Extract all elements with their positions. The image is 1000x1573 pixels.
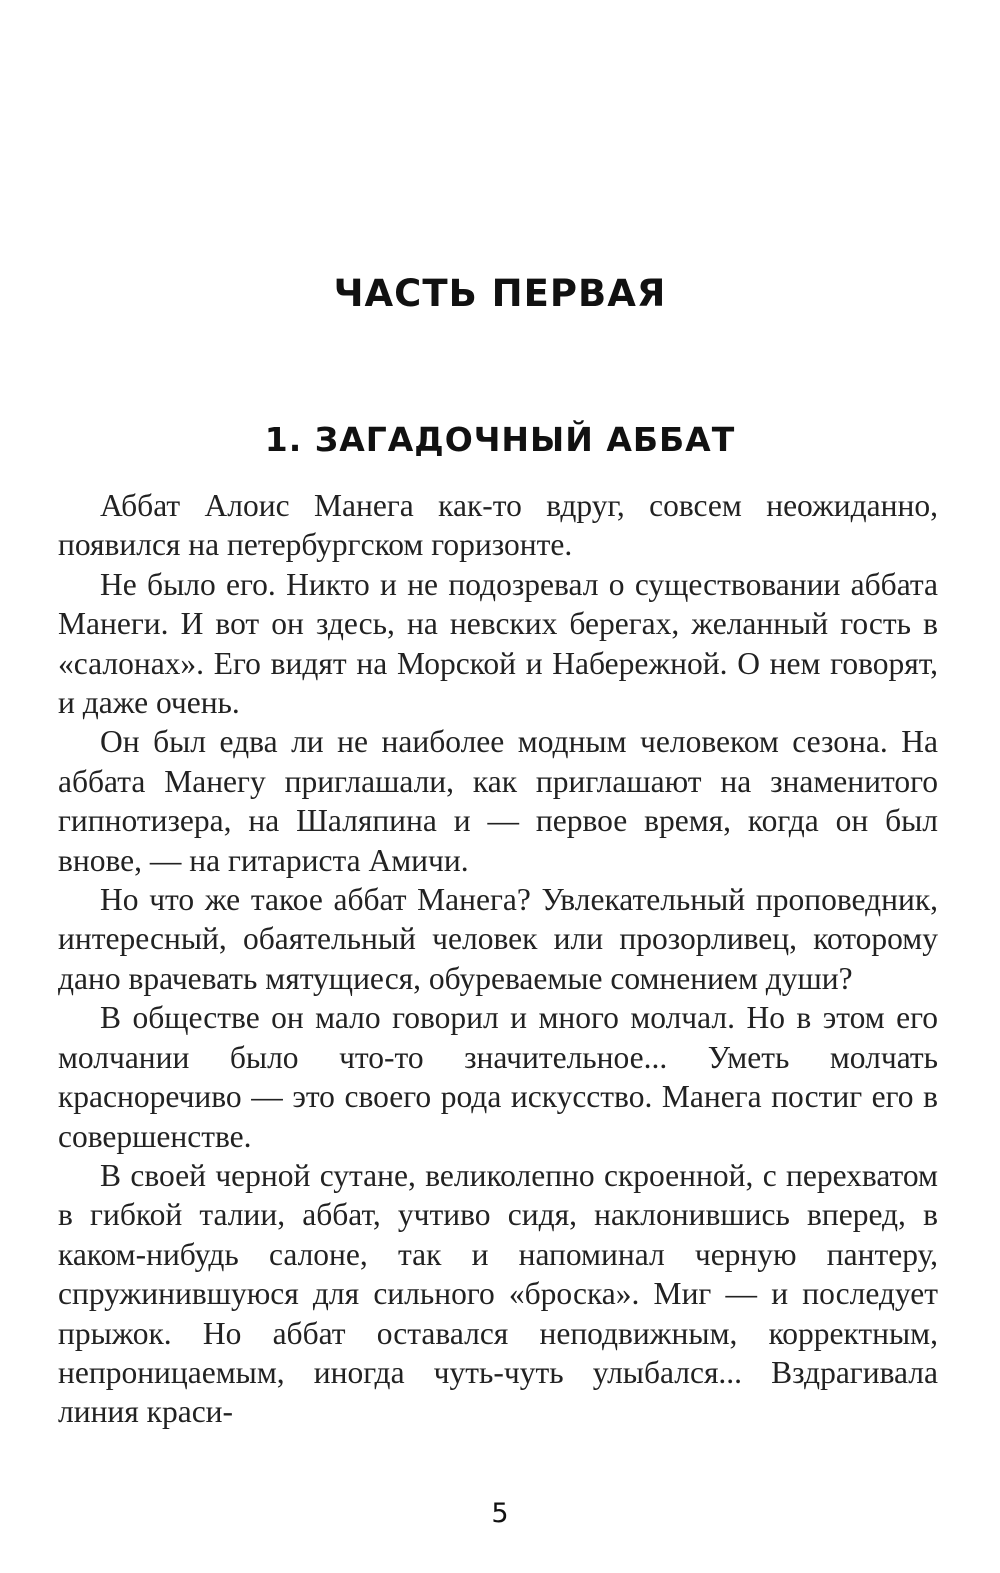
paragraph: В обществе он мало говорил и много молчал. Но в этом его молчании было что-то значительное... Уметь молчать красноречиво — это своего рода искусство. Манега постиг его в совершенстве.: [58, 1000, 938, 1154]
paragraph: Не было его. Никто и не подозревал о существовании аббата Манеги. И вот он здесь, на невских берегах, желанный гость в «салонах». Его видят на Морской и Набережной. О нем говорят, и даже очень.: [58, 566, 938, 721]
paragraph: Аббат Алоис Манега как-то вдруг, совсем неожиданно, появился на петербургском горизонте.: [58, 488, 938, 563]
page-number: 5: [491, 1498, 509, 1529]
part-title: ЧАСТЬ ПЕРВАЯ: [333, 272, 667, 315]
paragraph: Он был едва ли не наиболее модным человеком сезона. На аббата Манегу приглашали, как приглашают на знаменитого гипнотизера, на Шаляпина и — первое время, когда он был внове, — на гитариста Амичи.: [58, 724, 938, 878]
chapter-title: 1. ЗАГАДОЧНЫЙ АББАТ: [264, 420, 736, 459]
paragraph: В своей черной сутане, великолепно скроенной, с перехватом в гибкой талии, аббат, учтиво сидя, наклонившись вперед, в каком-нибудь салоне, так и напоминал черную пантеру, спружинившуюся для сильного «броска». Миг — и последует прыжок. Но аббат оставался неподвижным, корректным, непроницаемым, иногда чуть-чуть улыбался... Вздрагивала линия краси-: [58, 1157, 938, 1430]
paragraph: Но что же такое аббат Манега? Увлекательный проповедник, интересный, обаятельный человек или прозорливец, которому дано врачевать мятущиеся, обуреваемые сомнением души?: [58, 882, 938, 996]
body-text: [58, 486, 938, 1432]
